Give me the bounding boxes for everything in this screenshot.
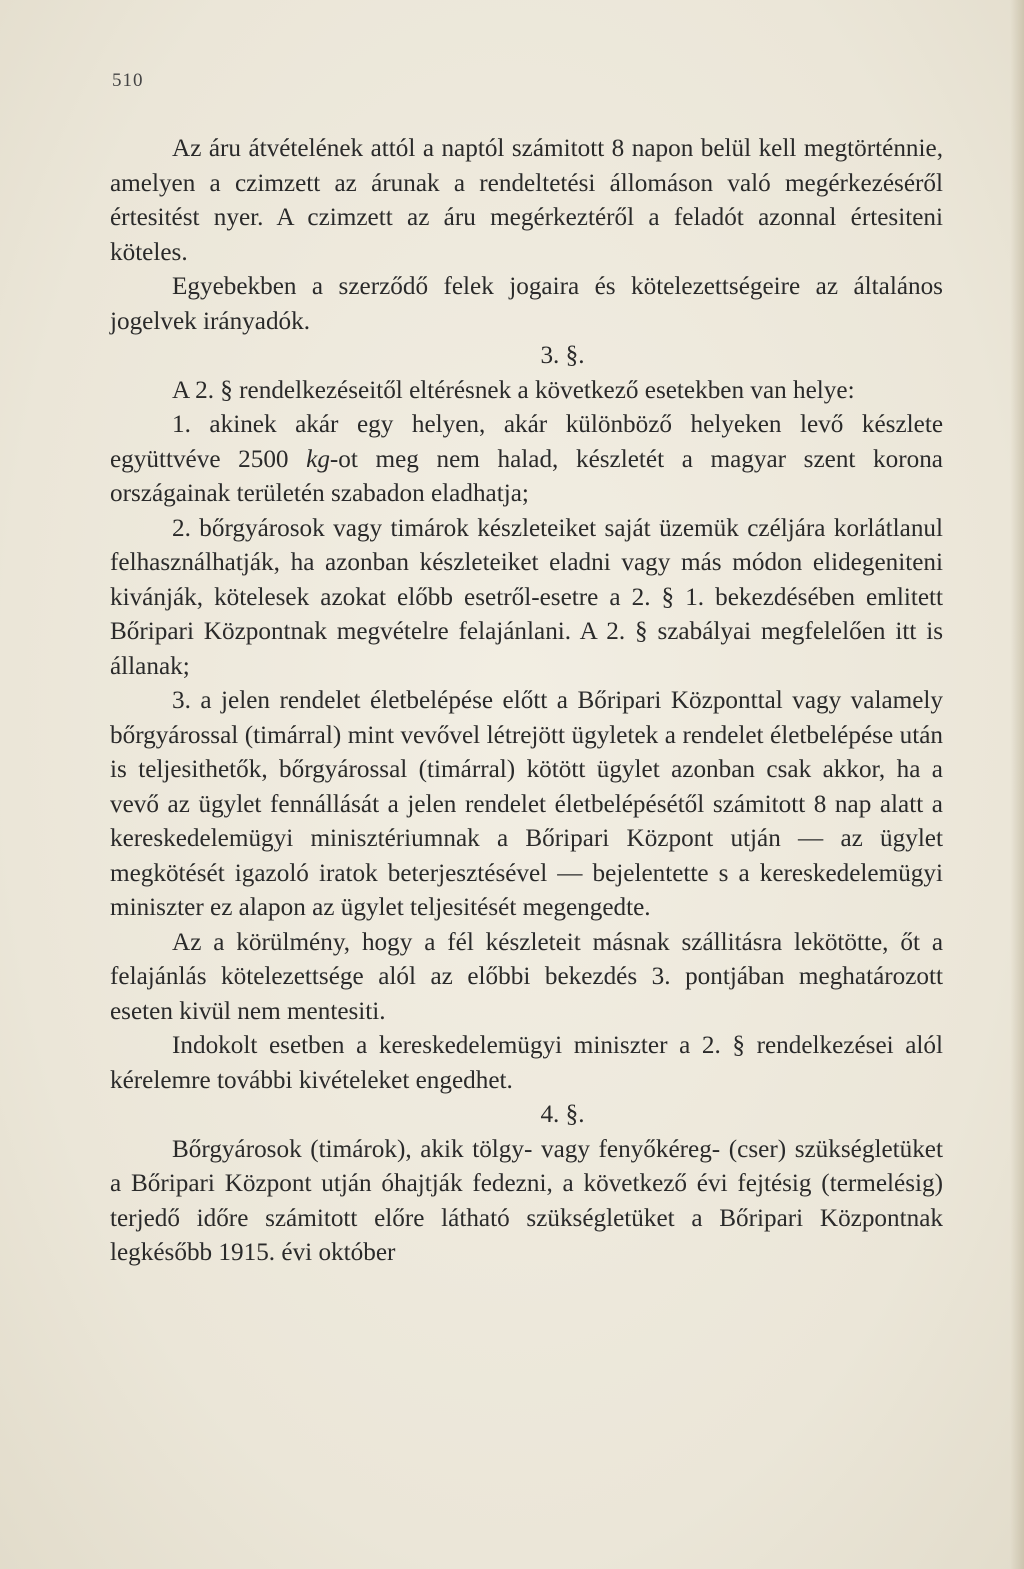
unit-kg: kg [306,445,330,473]
paragraph-general-rules: Egyebekben a szerződő felek jogaira és kötelezettségeire az általános jogelvek irányadók. [110,273,943,335]
page-edge-shadow [1010,0,1024,1569]
section-heading-3: 3. §. [540,342,585,369]
list-item-1-text-a: 1. akinek akár egy helyen, akár különböző helyeken levő készlete együttvéve 2500 [110,411,943,473]
list-item-3: 3. a jelen rendelet életbelépése előtt a Bőripari Központtal vagy valamely bőrgyárossal (timárral) mint vevővel létrejött ügyletek a rendelet életbelépése után is teljesithetők, bőrgyárossal (timárral) kötött ügylet azonban csak akkor, ha a vevő az ügylet fennállását a jelen rendelet életbelépésétől számitott 8 nap alatt a kereskedelemügyi minisztériumnak a Bőripari Központ utján — az ügylet megkötését igazoló iratok beterjesztésével — bejelentette s a kereskedelemügyi miniszter ez alapon az ügylet teljesitését megengedte. [110,687,943,921]
section-heading-4: 4. §. [540,1101,585,1128]
paragraph-acceptance: Az áru átvételének attól a naptól számitott 8 napon belül kell megtörténnie, amelyen a czimzett az árunak a rendeltetési állomáson való megérkezéséről értesitést nyer. A czimzett az áru megérkeztéről a feladót azonnal értesiteni köteles. [110,135,943,266]
list-item-2: 2. bőrgyárosok vagy timárok készleteiket saját üzemük czéljára korlátlanul felhasználhatják, ha azonban készleteiket eladni vagy más módon elidegeniteni kivánják, kötelesek azokat előbb esetről-esetre a 2. § 1. bekezdésében emlitett Bőripari Központnak megvételre felajánlani. A 2. § szabályai megfelelően itt is állanak; [110,514,943,680]
list-item-1 [110,408,943,512]
paragraph-minister-exceptions: Indokolt esetben a kereskedelemügyi miniszter a 2. § rendelkezései alól kérelemre további kivételeket engedhet. [110,1032,943,1094]
paragraph-circumstance: Az a körülmény, hogy a fél készleteit másnak szállitásra lekötötte, őt a felajánlás kötelezettsége alól az előbbi bekezdés 3. pontjában meghatározott eseten kivül nem mentesiti. [110,928,943,1025]
paragraph-exceptions-intro: A 2. § rendelkezéseitől eltérésnek a következő esetekben van helye: [172,376,855,404]
paragraph-tanners-bark: Bőrgyárosok (timárok), akik tölgy- vagy fenyőkéreg- (cser) szükségletüket a Bőripari Központ utján óhajtják fedezni, a következő évi fejtésig (termelésig) terjedő időre számitott előre látható szükségletüket a Bőripari Központnak legkésőbb 1915. évi október [110,1135,943,1266]
page-number: 510 [112,70,144,91]
document-body [110,132,943,1271]
list-item-1-text-b: -ot meg nem halad, készletét a magyar szent korona országainak területén szabadon eladhatja; [110,445,943,507]
